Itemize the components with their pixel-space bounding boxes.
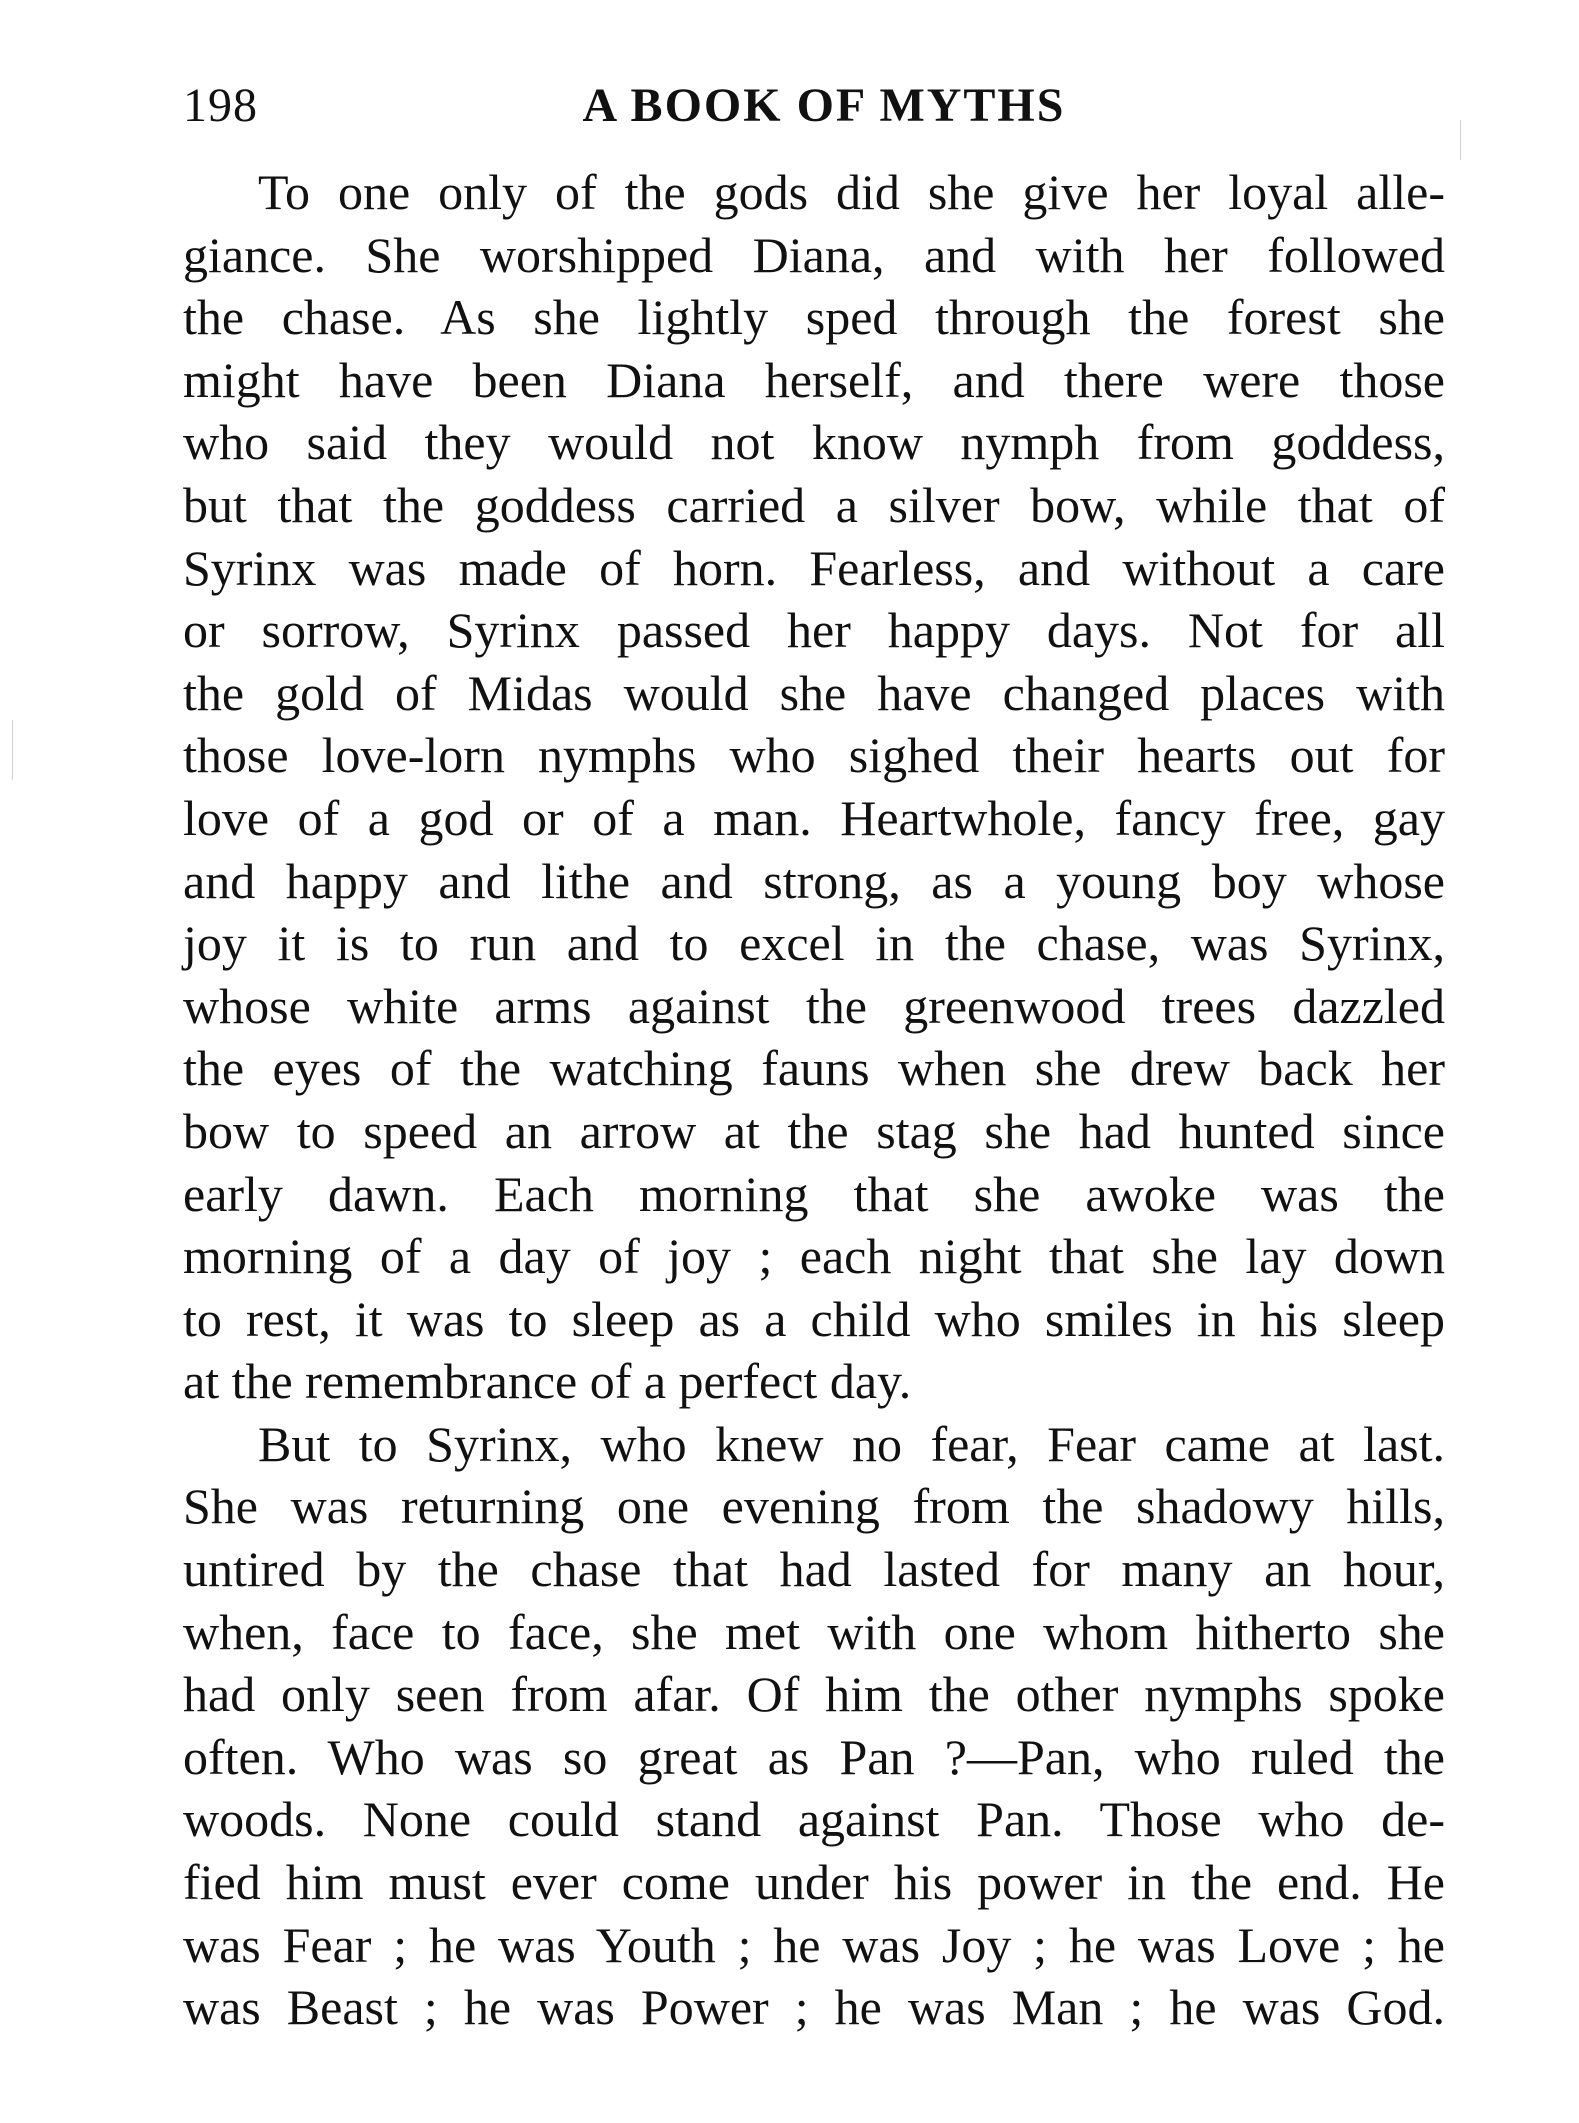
text-line: but that the goddess carried a silver bow, while that of xyxy=(183,476,1445,533)
scan-edge-mark-left xyxy=(12,720,13,780)
paragraph-1 xyxy=(183,161,1445,1413)
text-line: had only seen from afar. Of him the other nymphs spoke xyxy=(183,1666,1445,1723)
text-line: when, face to face, she met with one whom hitherto she xyxy=(183,1603,1445,1660)
text-line: at the remembrance of a perfect day. xyxy=(183,1353,912,1410)
text-line: who said they would not know nymph from goddess, xyxy=(183,414,1445,471)
text-line: and happy and lithe and strong, as a young boy whose xyxy=(183,852,1445,909)
text-line: joy it is to run and to excel in the chase, was Syrinx, xyxy=(183,915,1445,972)
text-line: To one only of the gods did she give her loyal alle- xyxy=(258,164,1445,220)
page-number: 198 xyxy=(183,79,258,132)
text-line: to rest, it was to sleep as a child who smiles in his sleep xyxy=(183,1290,1445,1347)
text-line: But to Syrinx, who knew no fear, Fear came at last. xyxy=(258,1415,1445,1472)
text-line: the gold of Midas would she have changed places with xyxy=(183,664,1445,721)
text-line: often. Who was so great as Pan ?—Pan, who ruled the xyxy=(183,1728,1445,1785)
running-title: A BOOK OF MYTHS xyxy=(582,79,1066,132)
body-text xyxy=(183,161,1445,2039)
text-line: love of a god or of a man. Heartwhole, fancy free, gay xyxy=(183,789,1445,846)
text-line: She was returning one evening from the shadowy hills, xyxy=(183,1478,1445,1535)
text-line: giance. She worshipped Diana, and with her followed xyxy=(183,226,1445,283)
scan-edge-mark-right xyxy=(1460,120,1461,160)
text-line: Syrinx was made of horn. Fearless, and without a care xyxy=(183,539,1445,596)
paragraph-2 xyxy=(183,1413,1445,2039)
text-line: morning of a day of joy ; each night that she lay down xyxy=(183,1228,1445,1285)
text-line: fied him must ever come under his power in the end. He xyxy=(183,1854,1445,1911)
text-line: the eyes of the watching fauns when she drew back her xyxy=(183,1040,1445,1097)
text-line: whose white arms against the greenwood trees dazzled xyxy=(183,977,1445,1034)
text-line: bow to speed an arrow at the stag she had hunted since xyxy=(183,1102,1445,1159)
text-line: was Beast ; he was Power ; he was Man ; he was God. xyxy=(183,1979,1445,2036)
text-line: woods. None could stand against Pan. Those who de- xyxy=(183,1791,1445,1848)
text-line: was Fear ; he was Youth ; he was Joy ; he was Love ; he xyxy=(183,1916,1445,1973)
text-line: those love-lorn nymphs who sighed their hearts out for xyxy=(183,727,1445,784)
text-line: the chase. As she lightly sped through the forest she xyxy=(183,289,1445,346)
text-line: or sorrow, Syrinx passed her happy days. Not for all xyxy=(183,602,1445,659)
text-line: untired by the chase that had lasted for many an hour, xyxy=(183,1541,1445,1598)
text-line: might have been Diana herself, and there were those xyxy=(183,351,1445,408)
running-head xyxy=(183,66,1445,146)
text-line: early dawn. Each morning that she awoke was the xyxy=(183,1165,1445,1222)
